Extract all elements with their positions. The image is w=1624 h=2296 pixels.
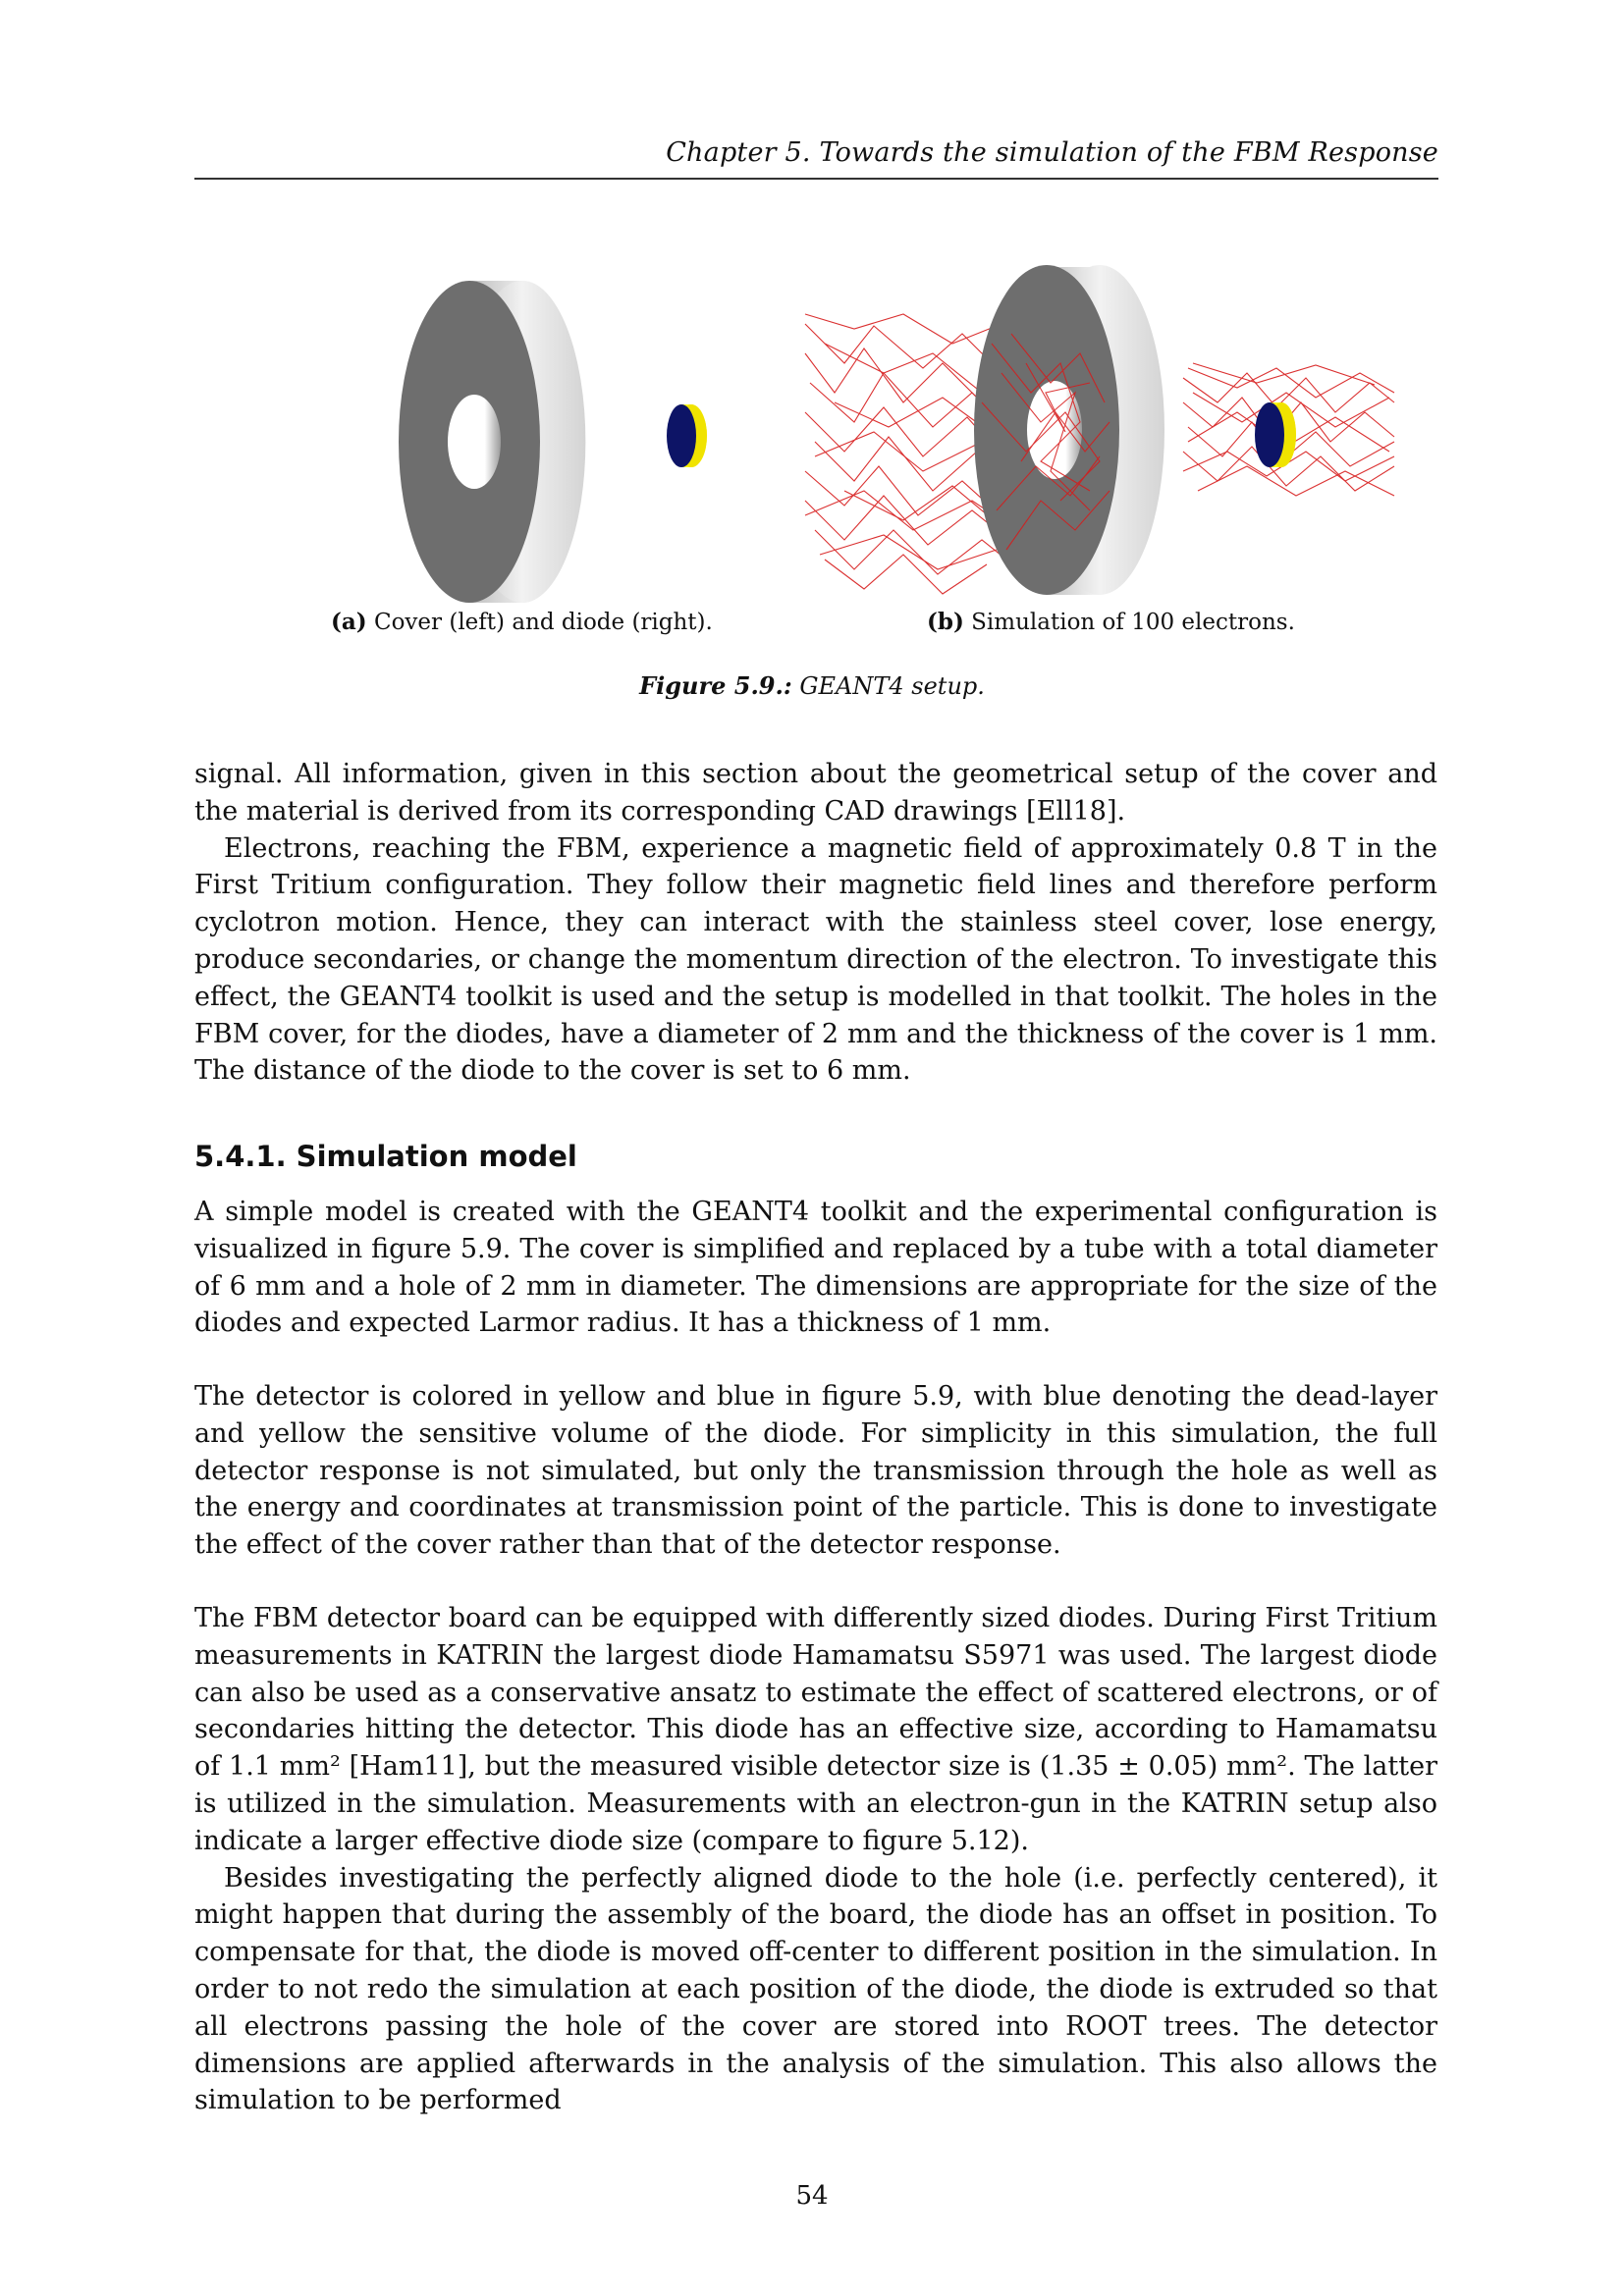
body-text-block-1 [194, 756, 1437, 1090]
body-text-block-3 [194, 1378, 1437, 1564]
figure-title: GEANT4 setup. [799, 672, 985, 700]
subfigure-b-text: Simulation of 100 electrons. [971, 610, 1295, 635]
paragraph: signal. All information, given in this section about the geometrical setup of the cover and the material is derived from its corresponding CAD drawings [Ell18]. [194, 759, 1437, 827]
page-number: 54 [795, 2181, 829, 2211]
subfigure-b-label: (b) [927, 609, 964, 635]
header-rule [194, 178, 1438, 180]
paragraph: Besides investigating the perfectly aligned diode to the hole (i.e. perfectly centered), it might happen that during the assembly of the board, the diode has an offset in position. To compensate for that, the diode is moved off-center to different position in the simulation. In order to not redo the simulation at each position of the diode, the diode is extruded so that all electrons passing the hole of the cover are stored into ROOT trees. The detector dimensions are applied afterwards in the analysis of the simulation. This also allows the simulation to be performed [194, 1862, 1437, 2116]
paragraph: The detector is colored in yellow and blue in figure 5.9, with blue denoting the dead-layer and yellow the sensitive volume of the diode. For simplicity in this simulation, the full detector response is not simulated, but only the transmission through the hole as well as the energy and coordinates at transmission point of the particle. This is done to investigate the effect of the cover rather than that of the detector response. [194, 1381, 1437, 1561]
body-text-block-4 [194, 1600, 1437, 2119]
subfigure-a-caption [331, 609, 713, 635]
subfigure-b-caption [927, 609, 1295, 635]
paragraph: A simple model is created with the GEANT4 toolkit and the experimental configuration is visualized in figure 5.9. The cover is simplified and replaced by a tube with a total diameter of 6 mm and a hole of 2 mm in diameter. The dimensions are appropriate for the size of the diodes and expected Larmor radius. It has a thickness of 1 mm. [194, 1197, 1437, 1339]
diode-a [667, 404, 707, 467]
running-header: Chapter 5. Towards the simulation of the FBM Response [666, 137, 1438, 168]
figure-label: Figure 5.9.: [639, 671, 792, 700]
section-heading: 5.4.1. Simulation model [194, 1140, 577, 1173]
body-text-block-2 [194, 1194, 1437, 1342]
subfigure-a-label: (a) [331, 609, 367, 635]
paragraph: The FBM detector board can be equipped with differently sized diodes. During First Tritium measurements in KATRIN the largest diode Hamamatsu S5971 was used. The largest diode can also be used as a conservative ansatz to estimate the effect of scattered electrons, or of secondaries hitting the detector. This diode has an effective size, according to Hamamatsu of 1.1 mm² [Ham11], but the measured visible detector size is (1.35 ± 0.05) mm². The latter is utilized in the simulation. Measurements with an electron-gun in the KATRIN setup also indicate a larger effective diode size (compare to figure 5.12). [194, 1603, 1437, 1856]
diode-b [1255, 402, 1296, 467]
figure-caption [0, 671, 1624, 700]
cover-a [399, 281, 585, 603]
figure-5-9 [0, 255, 1624, 609]
figure-graphics [0, 255, 1624, 609]
subfigure-a-text: Cover (left) and diode (right). [373, 610, 713, 635]
paragraph: Electrons, reaching the FBM, experience a magnetic field of approximately 0.8 T in the First Tritium configuration. They follow their magnetic field lines and therefore perform cyclotron motion. Hence, they can interact with the stainless steel cover, lose energy, produce secondaries, or change the momentum direction of the electron. To investigate this effect, the GEANT4 toolkit is used and the setup is modelled in that toolkit. The holes in the FBM cover, for the diodes, have a diameter of 2 mm and the thickness of the cover is 1 mm. The distance of the diode to the cover is set to 6 mm. [194, 832, 1437, 1087]
